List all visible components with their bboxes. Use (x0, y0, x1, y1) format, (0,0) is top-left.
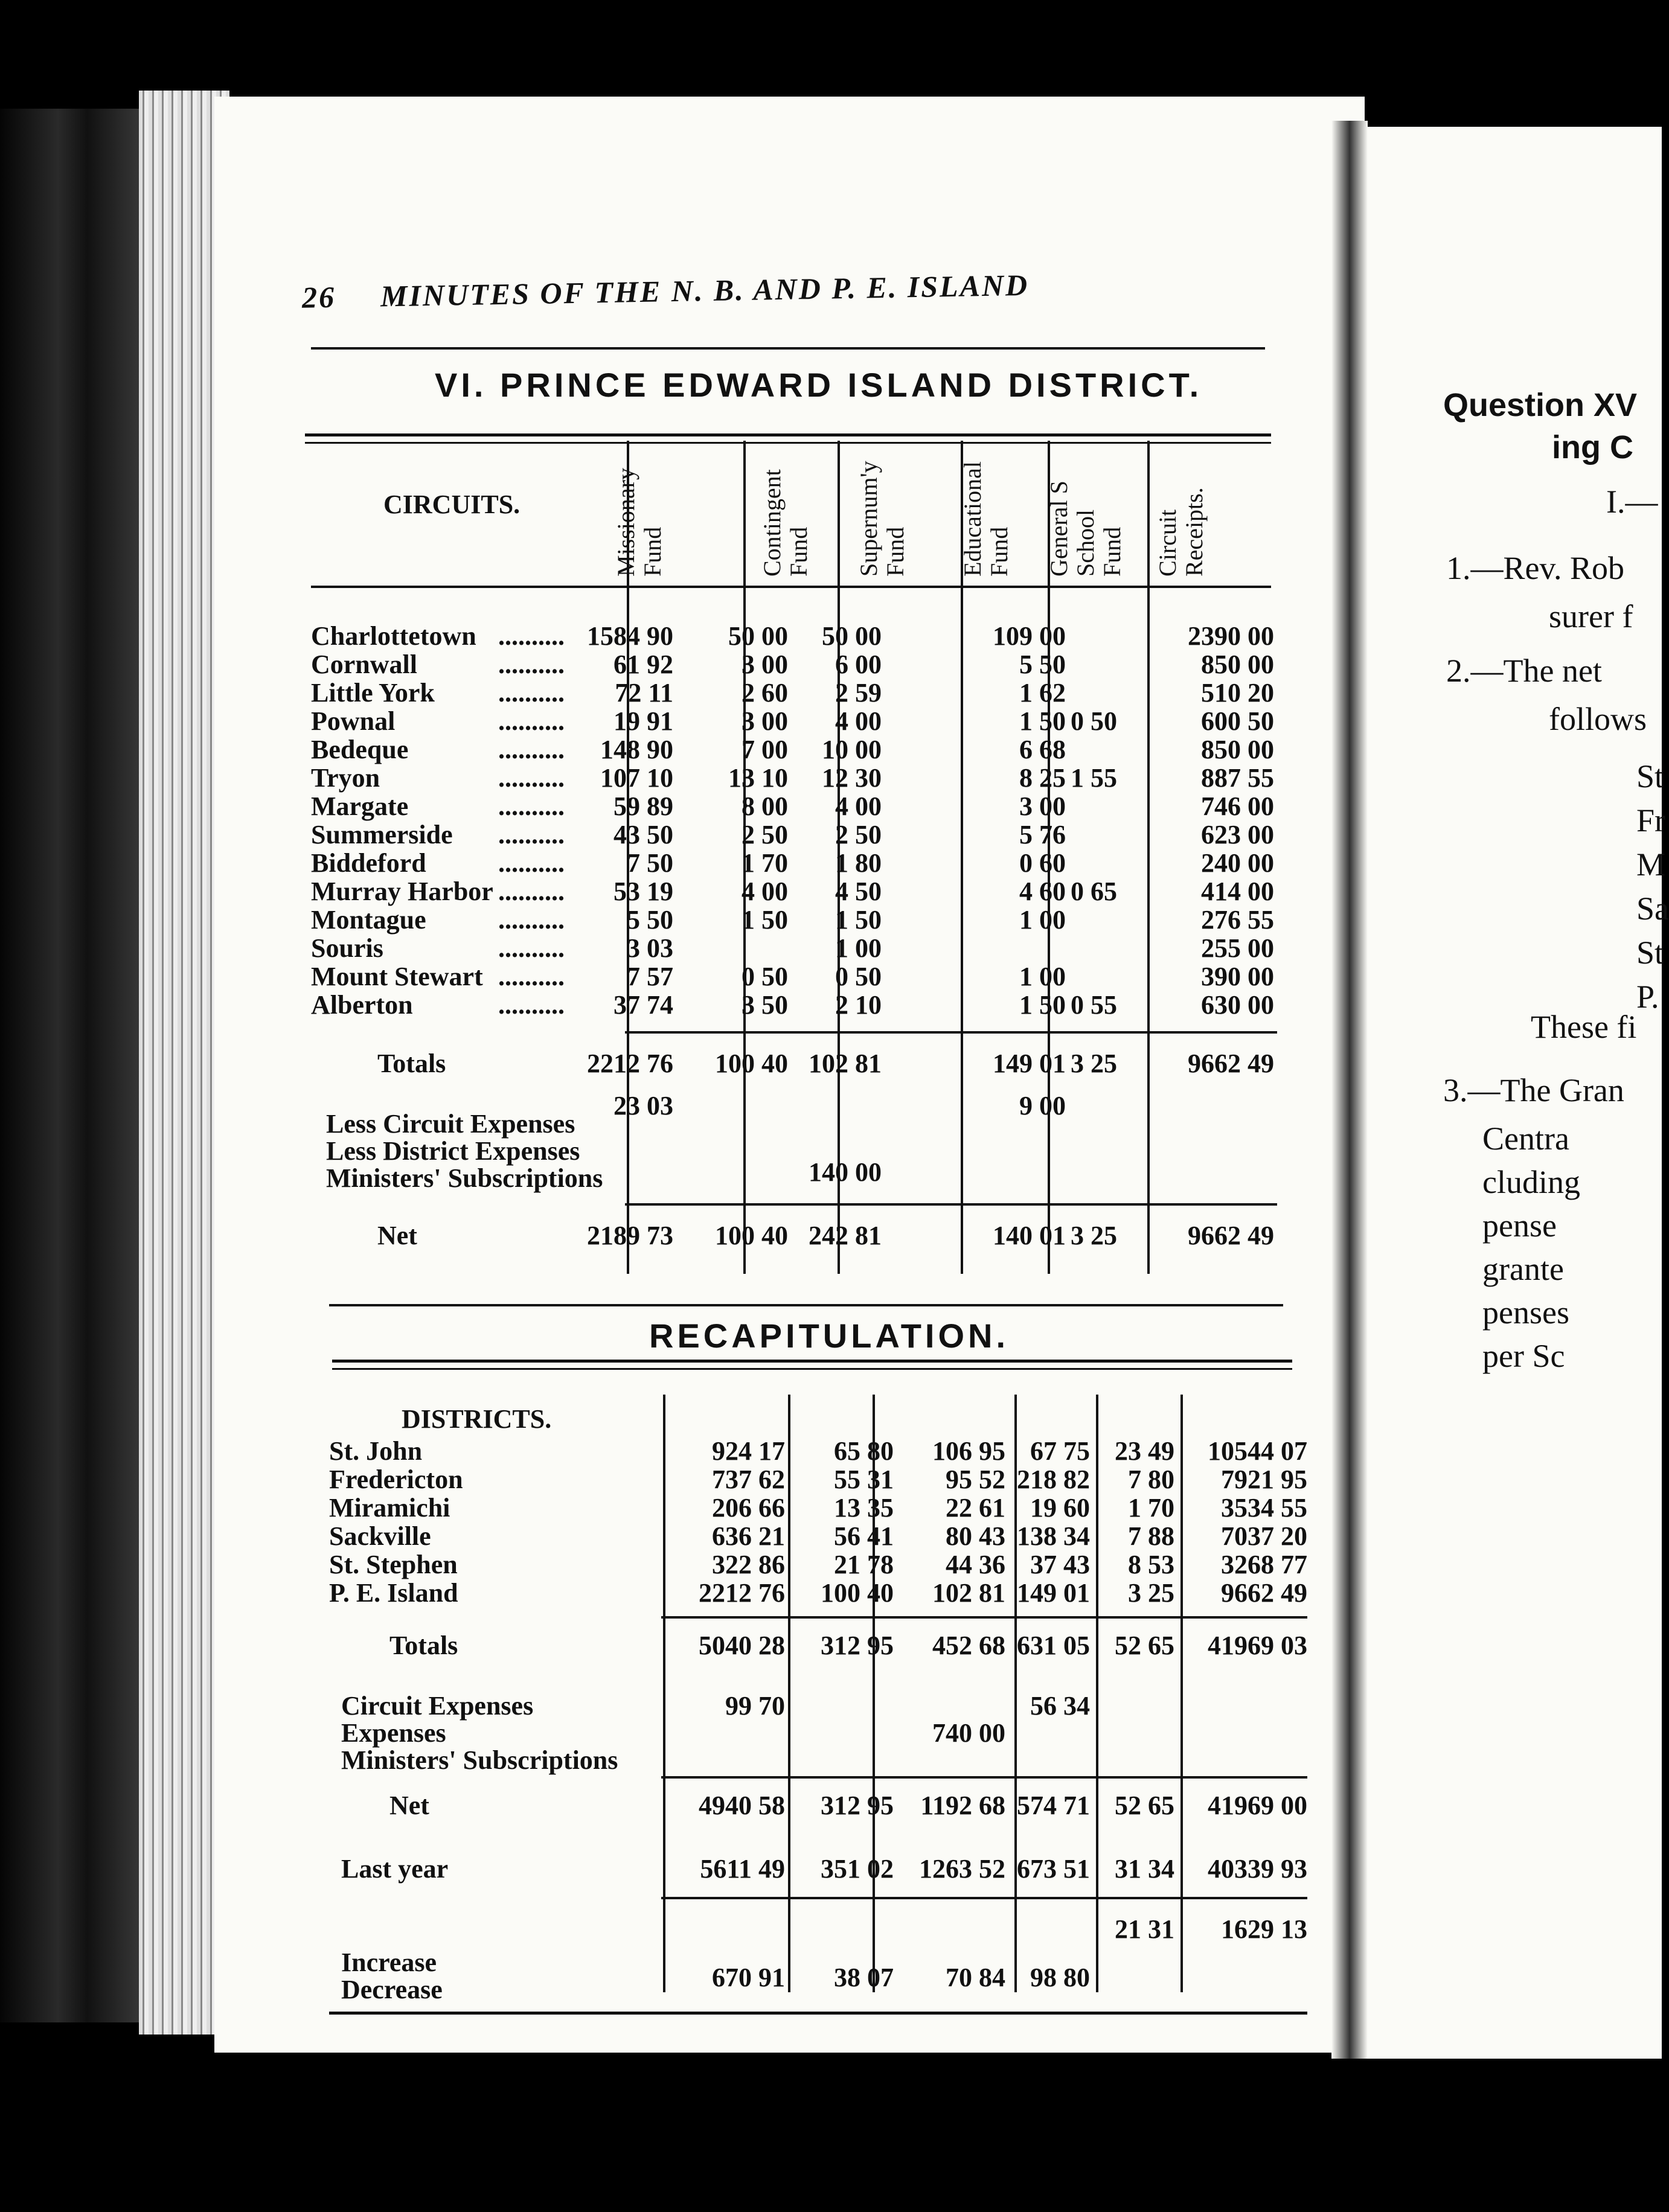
leader-dots: .......... (498, 621, 565, 651)
totals-cell: 100 40 (715, 1049, 788, 1078)
table-cell: 106 95 (932, 1436, 1005, 1466)
table-cell: 630 00 (1201, 990, 1274, 1020)
table-cell: 4 00 (742, 877, 788, 906)
table-cell: 149 01 (1017, 1578, 1090, 1608)
less-district-label: Less District Expenses (326, 1136, 580, 1166)
table-cell: 636 21 (712, 1521, 785, 1551)
table-cell: 1584 90 (587, 621, 673, 651)
rp-item3-line: grante (1482, 1251, 1564, 1287)
table-cell: 23 03 (613, 1091, 673, 1120)
less-circuit-label: Less Circuit Expenses (326, 1109, 575, 1139)
table-cell: 0 50 (1071, 706, 1117, 736)
rp-item3-line: cluding (1482, 1164, 1580, 1200)
table-cell: 5 50 (1019, 650, 1066, 679)
net-cell: 1192 68 (920, 1791, 1005, 1820)
table-cell: 100 40 (821, 1578, 894, 1608)
table-cell: 9 00 (1019, 1091, 1066, 1120)
less-circuit-row (311, 1092, 1277, 1120)
circuit-exp-label: Circuit Expenses (341, 1691, 534, 1721)
table-cell: 7037 20 (1221, 1521, 1307, 1551)
leader-dots: .......... (498, 735, 565, 764)
rp-list-item: Fr (1636, 802, 1666, 839)
ministers-row (311, 1158, 1277, 1186)
table-row (329, 1437, 1307, 1465)
table-cell: 8 00 (742, 791, 788, 821)
table-cell: 600 50 (1201, 706, 1274, 736)
column-header: Contingent Fund (758, 469, 812, 577)
table-row (329, 1579, 1307, 1607)
rp-item3a: 3.—The Gran (1443, 1072, 1624, 1108)
table-cell: 59 89 (613, 791, 673, 821)
table-cell: 240 00 (1201, 848, 1274, 878)
table-row (311, 679, 1277, 707)
circuit-name: Margate (311, 791, 409, 821)
table-cell: 1629 13 (1221, 1914, 1307, 1944)
table-cell: 37 74 (613, 990, 673, 1020)
net-label: Net (389, 1791, 429, 1820)
table-row (311, 877, 1277, 906)
district-title-rule (305, 433, 1271, 436)
rp-list-item: P. (1636, 979, 1659, 1015)
table-cell: 2212 76 (699, 1578, 785, 1608)
table-cell: 1 00 (835, 933, 882, 963)
totals-cell: 2212 76 (587, 1049, 673, 1078)
circuit-name: Mount Stewart (311, 962, 483, 991)
recap-title-rule-2 (332, 1368, 1292, 1370)
circuit-name: Montague (311, 905, 426, 935)
table-cell: 31 34 (1115, 1854, 1174, 1884)
circuits-header: CIRCUITS. (383, 490, 521, 519)
table-cell: 44 36 (946, 1550, 1005, 1579)
circuit-name: Pownal (311, 706, 396, 736)
leader-dots: .......... (498, 848, 565, 878)
table-cell: 255 00 (1201, 933, 1274, 963)
column-header: General S School Fund (1045, 481, 1126, 577)
net-cell: 52 65 (1115, 1791, 1174, 1820)
table-cell: 1 00 (1019, 962, 1066, 991)
table-cell: 276 55 (1201, 905, 1274, 935)
rp-these: These fi (1531, 1009, 1637, 1045)
table-cell: 148 90 (600, 735, 673, 764)
table-cell: 95 52 (946, 1465, 1005, 1494)
table-cell: 1 00 (1019, 905, 1066, 935)
district-name: St. John (329, 1436, 423, 1466)
leader-dots: .......... (498, 990, 565, 1020)
table-cell: 56 34 (1030, 1691, 1090, 1721)
head-rule (311, 347, 1265, 350)
recap-title-rule (332, 1360, 1292, 1363)
totals-cell: 9662 49 (1188, 1049, 1274, 1078)
net-row (329, 1791, 1307, 1820)
table-cell: 1 50 (1019, 990, 1066, 1020)
leader-dots: .......... (498, 706, 565, 736)
table-cell: 1263 52 (919, 1854, 1005, 1884)
table-cell: 99 70 (725, 1691, 785, 1721)
totals-label: Totals (377, 1049, 446, 1078)
table-cell: 13 35 (834, 1493, 894, 1523)
table-cell: 850 00 (1201, 650, 1274, 679)
net-cell: 140 01 (993, 1221, 1066, 1250)
table-cell: 138 34 (1017, 1521, 1090, 1551)
table-row (311, 820, 1277, 849)
circuit-name: Summerside (311, 820, 453, 849)
table-row (311, 991, 1277, 1019)
table-cell: 13 10 (728, 763, 788, 793)
rp-item2b: follows (1549, 701, 1647, 737)
decrease-row (329, 1963, 1307, 1992)
totals-cell: 631 05 (1017, 1631, 1090, 1660)
recap-title: RECAPITULATION. (649, 1317, 1010, 1355)
totals-cell: 452 68 (932, 1631, 1005, 1660)
table-cell: 218 82 (1017, 1465, 1090, 1494)
rp-item-i: I.— (1606, 484, 1658, 520)
table-cell: 206 66 (712, 1493, 785, 1523)
rp-list-item: St (1636, 935, 1664, 971)
leader-dots: .......... (498, 877, 565, 906)
totals-cell: 52 65 (1115, 1631, 1174, 1660)
table-cell: 50 00 (822, 621, 882, 651)
district-name: Fredericton (329, 1465, 463, 1494)
table-cell: 5611 49 (700, 1854, 785, 1884)
table-cell: 3 03 (627, 933, 673, 963)
table-cell: 3 25 (1128, 1578, 1174, 1608)
table-cell: 5 76 (1019, 820, 1066, 849)
table-cell: 61 92 (613, 650, 673, 679)
net-cell: 312 95 (821, 1791, 894, 1820)
table-cell: 109 00 (993, 621, 1066, 651)
district-name: Sackville (329, 1521, 431, 1551)
table-cell: 414 00 (1201, 877, 1274, 906)
leader-dots: .......... (498, 962, 565, 991)
net-cell: 574 71 (1017, 1791, 1090, 1820)
table-cell: 53 19 (613, 877, 673, 906)
table-cell: 7 50 (627, 848, 673, 878)
table-cell: 80 43 (946, 1521, 1005, 1551)
increase-label: Increase (341, 1948, 437, 1977)
column-header: Missionary Fund (612, 468, 666, 577)
table-cell: 56 41 (834, 1521, 894, 1551)
rp-heading1: Question XV (1443, 387, 1638, 423)
table-cell: 98 80 (1030, 1963, 1090, 1992)
net-label: Net (377, 1221, 417, 1250)
table-cell: 924 17 (712, 1436, 785, 1466)
totals-cell: 312 95 (821, 1631, 894, 1660)
rp-item3-line: penses (1482, 1294, 1569, 1331)
districts-header: DISTRICTS. (402, 1404, 552, 1434)
table-cell: 50 00 (728, 621, 788, 651)
table-cell: 23 49 (1115, 1436, 1174, 1466)
circuit-name: Biddeford (311, 848, 426, 878)
leader-dots: .......... (498, 820, 565, 849)
net-cell: 9662 49 (1188, 1221, 1274, 1250)
rp-heading2: ing C (1552, 429, 1633, 465)
district-table (311, 441, 1277, 1286)
increase-row (329, 1915, 1307, 1943)
rp-item1a: 1.—Rev. Rob (1446, 550, 1624, 586)
ministers-label: Ministers' Subscriptions (326, 1163, 603, 1193)
totals-rule (661, 1616, 1307, 1619)
table-cell: 10 00 (822, 735, 882, 764)
net-cell: 2189 73 (587, 1221, 673, 1250)
table-cell: 3 00 (742, 706, 788, 736)
table-row (329, 1522, 1307, 1550)
table-row (329, 1465, 1307, 1494)
circuit-name: Souris (311, 933, 383, 963)
book-spine (0, 109, 145, 2022)
table-cell: 887 55 (1201, 763, 1274, 793)
table-cell: 0 50 (742, 962, 788, 991)
circuit-name: Little York (311, 678, 435, 708)
table-cell: 0 65 (1071, 877, 1117, 906)
table-row (311, 792, 1277, 820)
table-cell: 12 30 (822, 763, 882, 793)
district-name: St. Stephen (329, 1550, 458, 1579)
circuit-name: Bedeque (311, 735, 409, 764)
table-cell: 1 70 (1128, 1493, 1174, 1523)
table-cell: 40339 93 (1208, 1854, 1307, 1884)
table-cell: 390 00 (1201, 962, 1274, 991)
table-cell: 65 80 (834, 1436, 894, 1466)
table-cell: 19 91 (613, 706, 673, 736)
table-cell: 510 20 (1201, 678, 1274, 708)
circuit-name: Murray Harbor (311, 877, 493, 906)
rp-item3-line: per Sc (1482, 1338, 1565, 1374)
totals-rule (625, 1031, 1277, 1034)
book-gutter (1331, 121, 1368, 2059)
rp-list-item: Sa (1636, 890, 1669, 927)
table-cell: 55 31 (834, 1465, 894, 1494)
table-cell: 7 00 (742, 735, 788, 764)
leader-dots: .......... (498, 933, 565, 963)
circuit-name: Alberton (311, 990, 413, 1020)
table-row (311, 934, 1277, 962)
table-cell: 37 43 (1030, 1550, 1090, 1579)
net-row (311, 1221, 1277, 1250)
circuit-exp-row (329, 1692, 1307, 1720)
table-row (311, 906, 1277, 934)
table-cell: 2390 00 (1188, 621, 1274, 651)
table-row (311, 735, 1277, 764)
rp-item3-line: Centra (1482, 1120, 1569, 1157)
table-cell: 2 60 (742, 678, 788, 708)
table-row (329, 1494, 1307, 1522)
table-cell: 0 50 (835, 962, 882, 991)
net-cell: 100 40 (715, 1221, 788, 1250)
rp-item1b: surer f (1549, 598, 1633, 635)
table-cell: 22 61 (946, 1493, 1005, 1523)
district-title: VI. PRINCE EDWARD ISLAND DISTRICT. (435, 366, 1203, 404)
totals-label: Totals (389, 1631, 458, 1660)
leader-dots: .......... (498, 678, 565, 708)
table-cell: 2 59 (835, 678, 882, 708)
table-cell: 3268 77 (1221, 1550, 1307, 1579)
net-cell: 4940 58 (699, 1791, 785, 1820)
leader-dots: .......... (498, 791, 565, 821)
table-cell: 67 75 (1030, 1436, 1090, 1466)
table-cell: 4 00 (835, 791, 882, 821)
ministers-row (329, 1719, 1307, 1747)
leader-dots: .......... (498, 763, 565, 793)
table-cell: 1 50 (835, 905, 882, 935)
last-year-rule (661, 1897, 1307, 1899)
net-rule (661, 1776, 1307, 1779)
column-header: Circuit Receipts. (1154, 487, 1208, 577)
leader-dots: .......... (498, 650, 565, 679)
table-cell: 4 50 (835, 877, 882, 906)
table-cell: 102 81 (932, 1578, 1005, 1608)
rp-item2a: 2.—The net (1446, 653, 1602, 689)
table-cell: 7921 95 (1221, 1465, 1307, 1494)
totals-cell: 3 25 (1071, 1049, 1117, 1078)
table-row (311, 650, 1277, 679)
table-cell: 740 00 (932, 1718, 1005, 1748)
rp-list-item: St (1636, 758, 1664, 794)
table-cell: 737 62 (712, 1465, 785, 1494)
header-rule (311, 586, 1271, 588)
table-cell: 670 91 (712, 1963, 785, 1992)
table-cell: 19 60 (1030, 1493, 1090, 1523)
table-cell: 9662 49 (1221, 1578, 1307, 1608)
table-cell: 5 50 (627, 905, 673, 935)
table-cell: 3 00 (1019, 791, 1066, 821)
district-name: P. E. Island (329, 1578, 458, 1608)
net-cell: 3 25 (1071, 1221, 1117, 1250)
totals-cell: 5040 28 (699, 1631, 785, 1660)
table-cell: 4 00 (835, 706, 882, 736)
table-cell: 673 51 (1017, 1854, 1090, 1884)
circuit-name: Charlottetown (311, 621, 476, 651)
table-cell: 2 50 (742, 820, 788, 849)
last-year-label: Last year (341, 1854, 449, 1884)
net-rule (625, 1203, 1277, 1206)
table-row (311, 707, 1277, 735)
net-cell: 242 81 (809, 1221, 882, 1250)
table-cell: 140 00 (809, 1157, 882, 1187)
table-cell: 7 88 (1128, 1521, 1174, 1551)
table-cell: 351 02 (821, 1854, 894, 1884)
table-cell: 8 25 (1019, 763, 1066, 793)
table-cell: 623 00 (1201, 820, 1274, 849)
table-cell: 7 80 (1128, 1465, 1174, 1494)
table-cell: 72 11 (615, 678, 673, 708)
leader-dots: .......... (498, 905, 565, 935)
table-cell: 0 60 (1019, 848, 1066, 878)
table-cell: 107 10 (600, 763, 673, 793)
table-cell: 1 62 (1019, 678, 1066, 708)
last-year-row (329, 1855, 1307, 1883)
table-cell: 746 00 (1201, 791, 1274, 821)
rp-item3-line: pense (1482, 1207, 1557, 1244)
table-cell: 850 00 (1201, 735, 1274, 764)
totals-cell: 102 81 (809, 1049, 882, 1078)
table-row (329, 1550, 1307, 1579)
circuit-name: Cornwall (311, 650, 417, 679)
table-cell: 3 00 (742, 650, 788, 679)
table-cell: 38 07 (834, 1963, 894, 1992)
table-cell: 6 68 (1019, 735, 1066, 764)
page-number: 26 (301, 280, 336, 315)
table-cell: 3 50 (742, 990, 788, 1020)
table-cell: 1 50 (1019, 706, 1066, 736)
table-cell: 2 50 (835, 820, 882, 849)
column-header: Educational Fund (959, 461, 1013, 577)
table-cell: 3534 55 (1221, 1493, 1307, 1523)
running-title: MINUTES OF THE N. B. AND P. E. ISLAND (380, 267, 1030, 313)
table-cell: 1 50 (742, 905, 788, 935)
totals-row (329, 1631, 1307, 1660)
table-cell: 43 50 (613, 820, 673, 849)
bottom-rule (329, 2012, 1307, 2015)
table-row (311, 764, 1277, 792)
table-cell: 8 53 (1128, 1550, 1174, 1579)
table-cell: 0 55 (1071, 990, 1117, 1020)
table-cell: 322 86 (712, 1550, 785, 1579)
table-cell: 1 70 (742, 848, 788, 878)
recap-table (329, 1370, 1307, 2004)
table-cell: 1 80 (835, 848, 882, 878)
ministers-label: Ministers' Subscriptions (341, 1745, 618, 1775)
table-cell: 6 00 (835, 650, 882, 679)
totals-cell: 41969 03 (1208, 1631, 1307, 1660)
circuit-name: Tryon (311, 763, 380, 793)
table-cell: 21 78 (834, 1550, 894, 1579)
table-cell: 7 57 (627, 962, 673, 991)
table-cell: 4 60 (1019, 877, 1066, 906)
totals-cell: 149 01 (993, 1049, 1066, 1078)
rp-list-item: M (1636, 846, 1666, 883)
totals-row (311, 1049, 1277, 1078)
district-name: Miramichi (329, 1493, 450, 1523)
net-cell: 41969 00 (1208, 1791, 1307, 1820)
table-cell: 21 31 (1115, 1914, 1174, 1944)
decrease-label: Decrease (341, 1975, 443, 2004)
expenses-label: Expenses (341, 1718, 446, 1748)
table-cell: 70 84 (946, 1963, 1005, 1992)
table-row (311, 962, 1277, 991)
column-header: Supernum'y Fund (855, 461, 909, 577)
table-cell: 2 10 (835, 990, 882, 1020)
table-row (311, 849, 1277, 877)
table-row (311, 622, 1277, 650)
table-cell: 10544 07 (1208, 1436, 1307, 1466)
table-cell: 1 55 (1071, 763, 1117, 793)
recap-top-rule (329, 1304, 1283, 1306)
